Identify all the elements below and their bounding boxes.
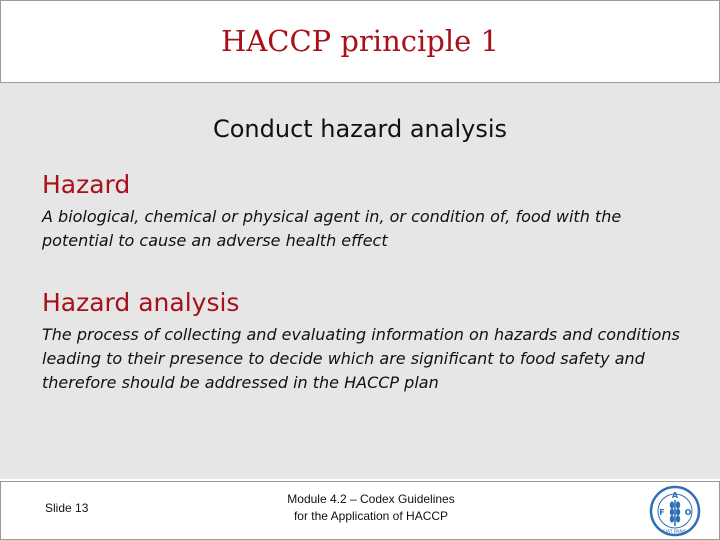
svg-text:F: F xyxy=(659,508,665,517)
svg-text:FIAT PANIS: FIAT PANIS xyxy=(663,530,687,535)
module-caption-line1: Module 4.2 – Codex Guidelines xyxy=(287,492,455,506)
definition-term-hazard: Hazard xyxy=(42,170,131,199)
svg-text:A: A xyxy=(671,491,679,500)
slide-subtitle: Conduct hazard analysis xyxy=(212,115,508,143)
module-caption xyxy=(251,491,491,525)
definition-text-hazard: A biological, chemical or physical agent in, or condition of, food with the potential to cause an adverse health effect xyxy=(42,207,622,250)
slide-body xyxy=(0,83,720,479)
definition-term-hazard-analysis: Hazard analysis xyxy=(42,288,240,317)
slide-number: Slide 13 xyxy=(45,501,89,515)
svg-text:O: O xyxy=(684,508,692,517)
module-caption-line2: for the Application of HACCP xyxy=(293,509,449,523)
slide-footer xyxy=(0,481,720,540)
definition-text-hazard-analysis: The process of collecting and evaluating information on hazards and conditions leading to their presence to decide which are significant to food safety and therefore should be addressed in the HACCP plan xyxy=(42,325,680,392)
slide-title: HACCP principle 1 xyxy=(221,24,499,58)
slide-header xyxy=(0,0,720,83)
fao-logo-icon xyxy=(649,485,701,537)
